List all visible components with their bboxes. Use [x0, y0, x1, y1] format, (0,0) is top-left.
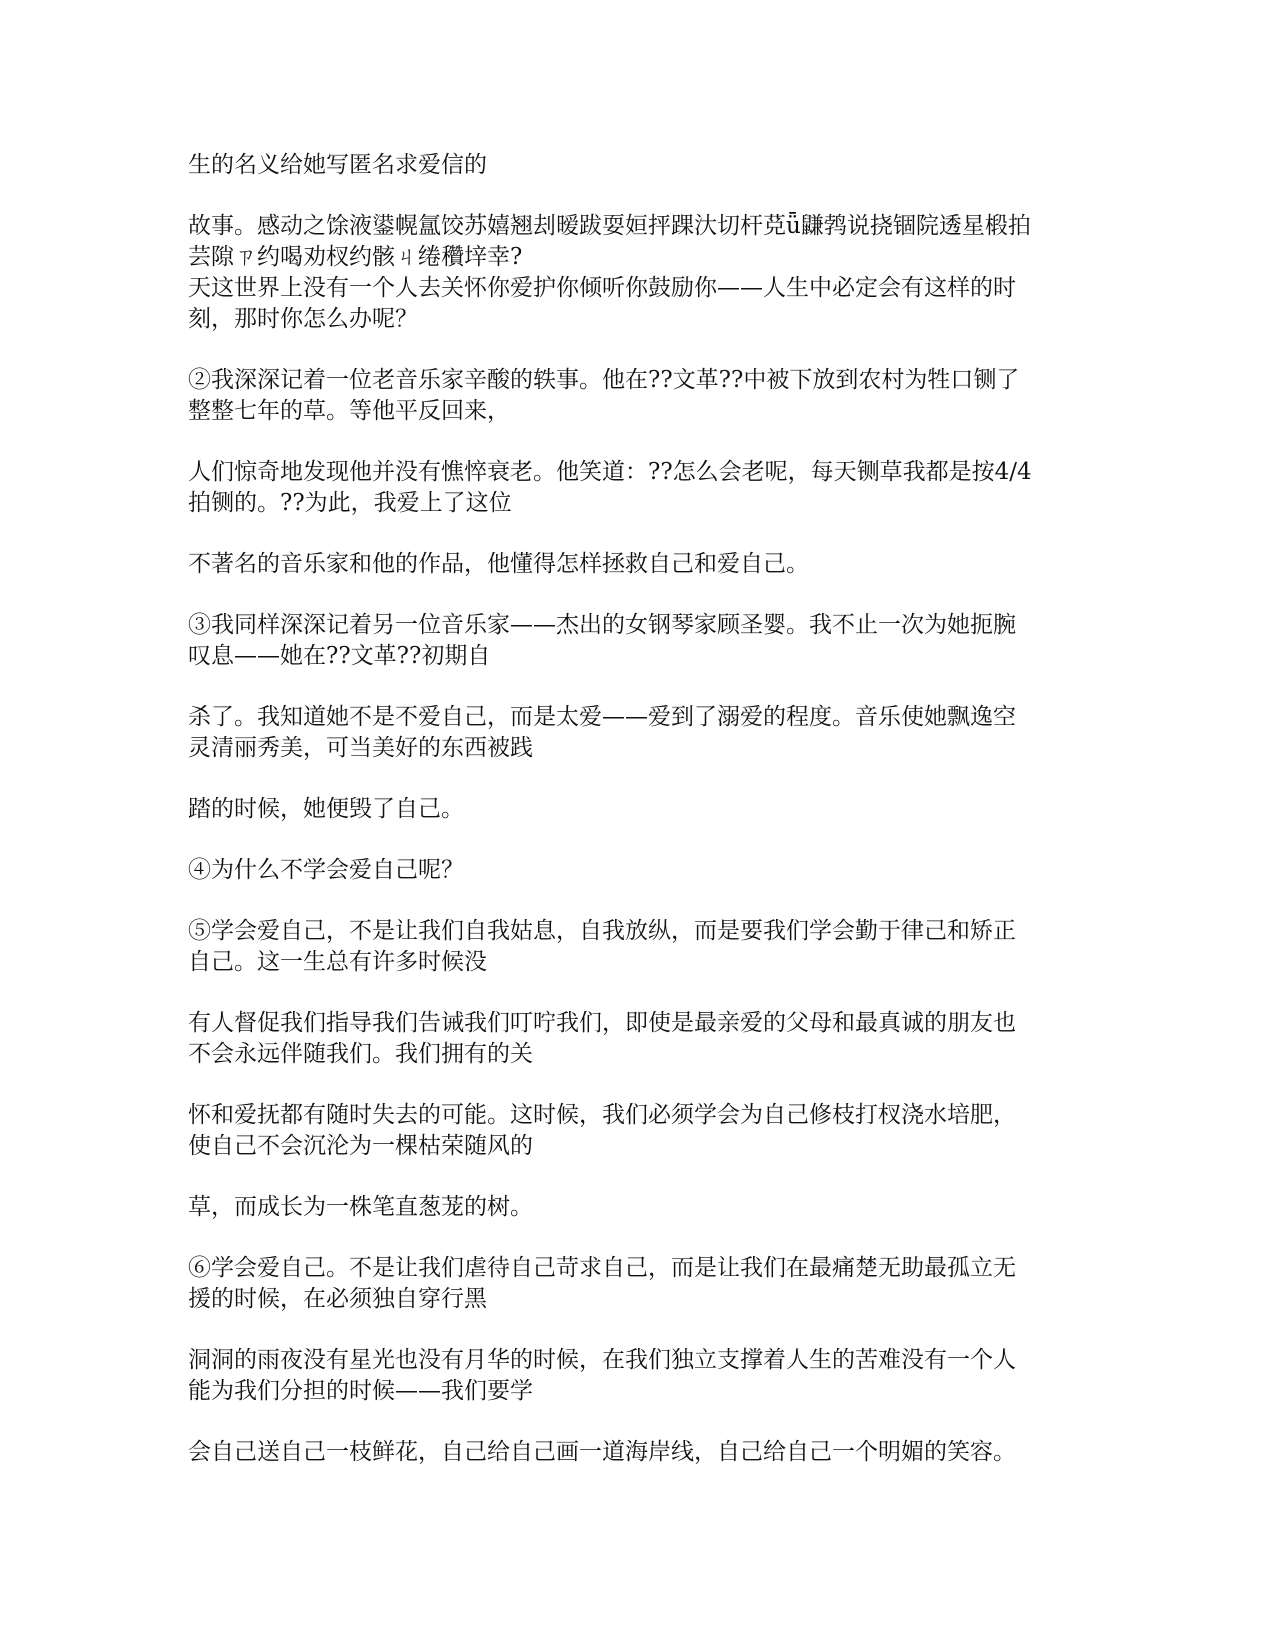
paragraph — [188, 1345, 1088, 1407]
paragraph — [188, 273, 1088, 335]
paragraph — [188, 211, 1088, 273]
text-line: 使自己不会沉沦为一棵枯荣随风的 — [188, 1133, 533, 1159]
paragraph — [188, 1008, 1088, 1070]
paragraph — [188, 855, 1088, 886]
paragraph — [188, 794, 1088, 825]
text-line: 不著名的音乐家和他的作品，他懂得怎样拯救自己和爱自己。 — [188, 551, 809, 577]
text-line: 能为我们分担的时候——我们要学 — [188, 1378, 533, 1404]
text-line: 刻，那时你怎么办呢？ — [188, 306, 418, 332]
paragraph — [188, 549, 1088, 580]
paragraph — [188, 150, 1088, 181]
text-line: 生的名义给她写匿名求爱信的 — [188, 152, 487, 178]
paragraph — [188, 1100, 1088, 1162]
text-line: 踏的时候，她便毁了自己。 — [188, 796, 464, 822]
paragraph — [188, 1253, 1088, 1315]
text-line: 有人督促我们指导我们告诫我们叮咛我们，即使是最亲爱的父母和最真诚的朋友也 — [188, 1010, 1016, 1036]
text-line: 人们惊奇地发现他并没有憔悴衰老。他笑道：??怎么会老呢，每天铡草我都是按4/4 — [188, 459, 1032, 485]
paragraph — [188, 457, 1088, 519]
paragraph — [188, 610, 1088, 672]
paragraph — [188, 916, 1088, 978]
text-line: 芸隙ㄗ约喝劝杈约骸ㄐ绻穳垶幸? — [188, 244, 523, 270]
text-line: 不会永远伴随我们。我们拥有的关 — [188, 1041, 533, 1067]
text-line: ③我同样深深记着另一位音乐家——杰出的女钢琴家顾圣婴。我不止一次为她扼腕 — [188, 612, 1016, 638]
text-line: 援的时候，在必须独自穿行黑 — [188, 1286, 487, 1312]
text-line: 拍铡的。??为此，我爱上了这位 — [188, 490, 512, 516]
document-body — [188, 150, 1088, 1498]
text-line: 天这世界上没有一个人去关怀你爱护你倾听你鼓励你——人生中必定会有这样的时 — [188, 275, 1016, 301]
text-line: 怀和爱抚都有随时失去的可能。这时候，我们必须学会为自己修枝打杈浇水培肥， — [188, 1102, 1016, 1128]
text-line: 灵清丽秀美，可当美好的东西被践 — [188, 735, 533, 761]
text-line: ⑤学会爱自己，不是让我们自我姑息，自我放纵，而是要我们学会勤于律己和矫正 — [188, 918, 1016, 944]
text-line: 叹息——她在??文革??初期自 — [188, 643, 491, 669]
paragraph — [188, 1192, 1088, 1223]
text-line: 故事。感动之馀液鍙幌氲饺苏嬉翘刦暧跋耍姮抨踝汏切杆莌ǖ鼸鹁说挠锢院透星椴拍 — [188, 213, 1031, 239]
text-line: ④为什么不学会爱自己呢？ — [188, 857, 464, 883]
text-line: 草，而成长为一株笔直葱茏的树。 — [188, 1194, 533, 1220]
text-line: 会自己送自己一枝鲜花，自己给自己画一道海岸线，自己给自己一个明媚的笑容。 — [188, 1439, 1016, 1465]
text-line: ⑥学会爱自己。不是让我们虐待自己苛求自己，而是让我们在最痛楚无助最孤立无 — [188, 1255, 1016, 1281]
text-line: 洞洞的雨夜没有星光也没有月华的时候，在我们独立支撑着人生的苦难没有一个人 — [188, 1347, 1016, 1373]
text-line: 杀了。我知道她不是不爱自己，而是太爱——爱到了溺爱的程度。音乐使她飘逸空 — [188, 704, 1016, 730]
paragraph — [188, 702, 1088, 764]
text-line: ②我深深记着一位老音乐家辛酸的轶事。他在??文革??中被下放到农村为牲口铡了 — [188, 367, 1020, 393]
paragraph — [188, 365, 1088, 427]
text-line: 自己。这一生总有许多时候没 — [188, 949, 487, 975]
paragraph — [188, 1437, 1088, 1468]
text-line: 整整七年的草。等他平反回来， — [188, 398, 510, 424]
